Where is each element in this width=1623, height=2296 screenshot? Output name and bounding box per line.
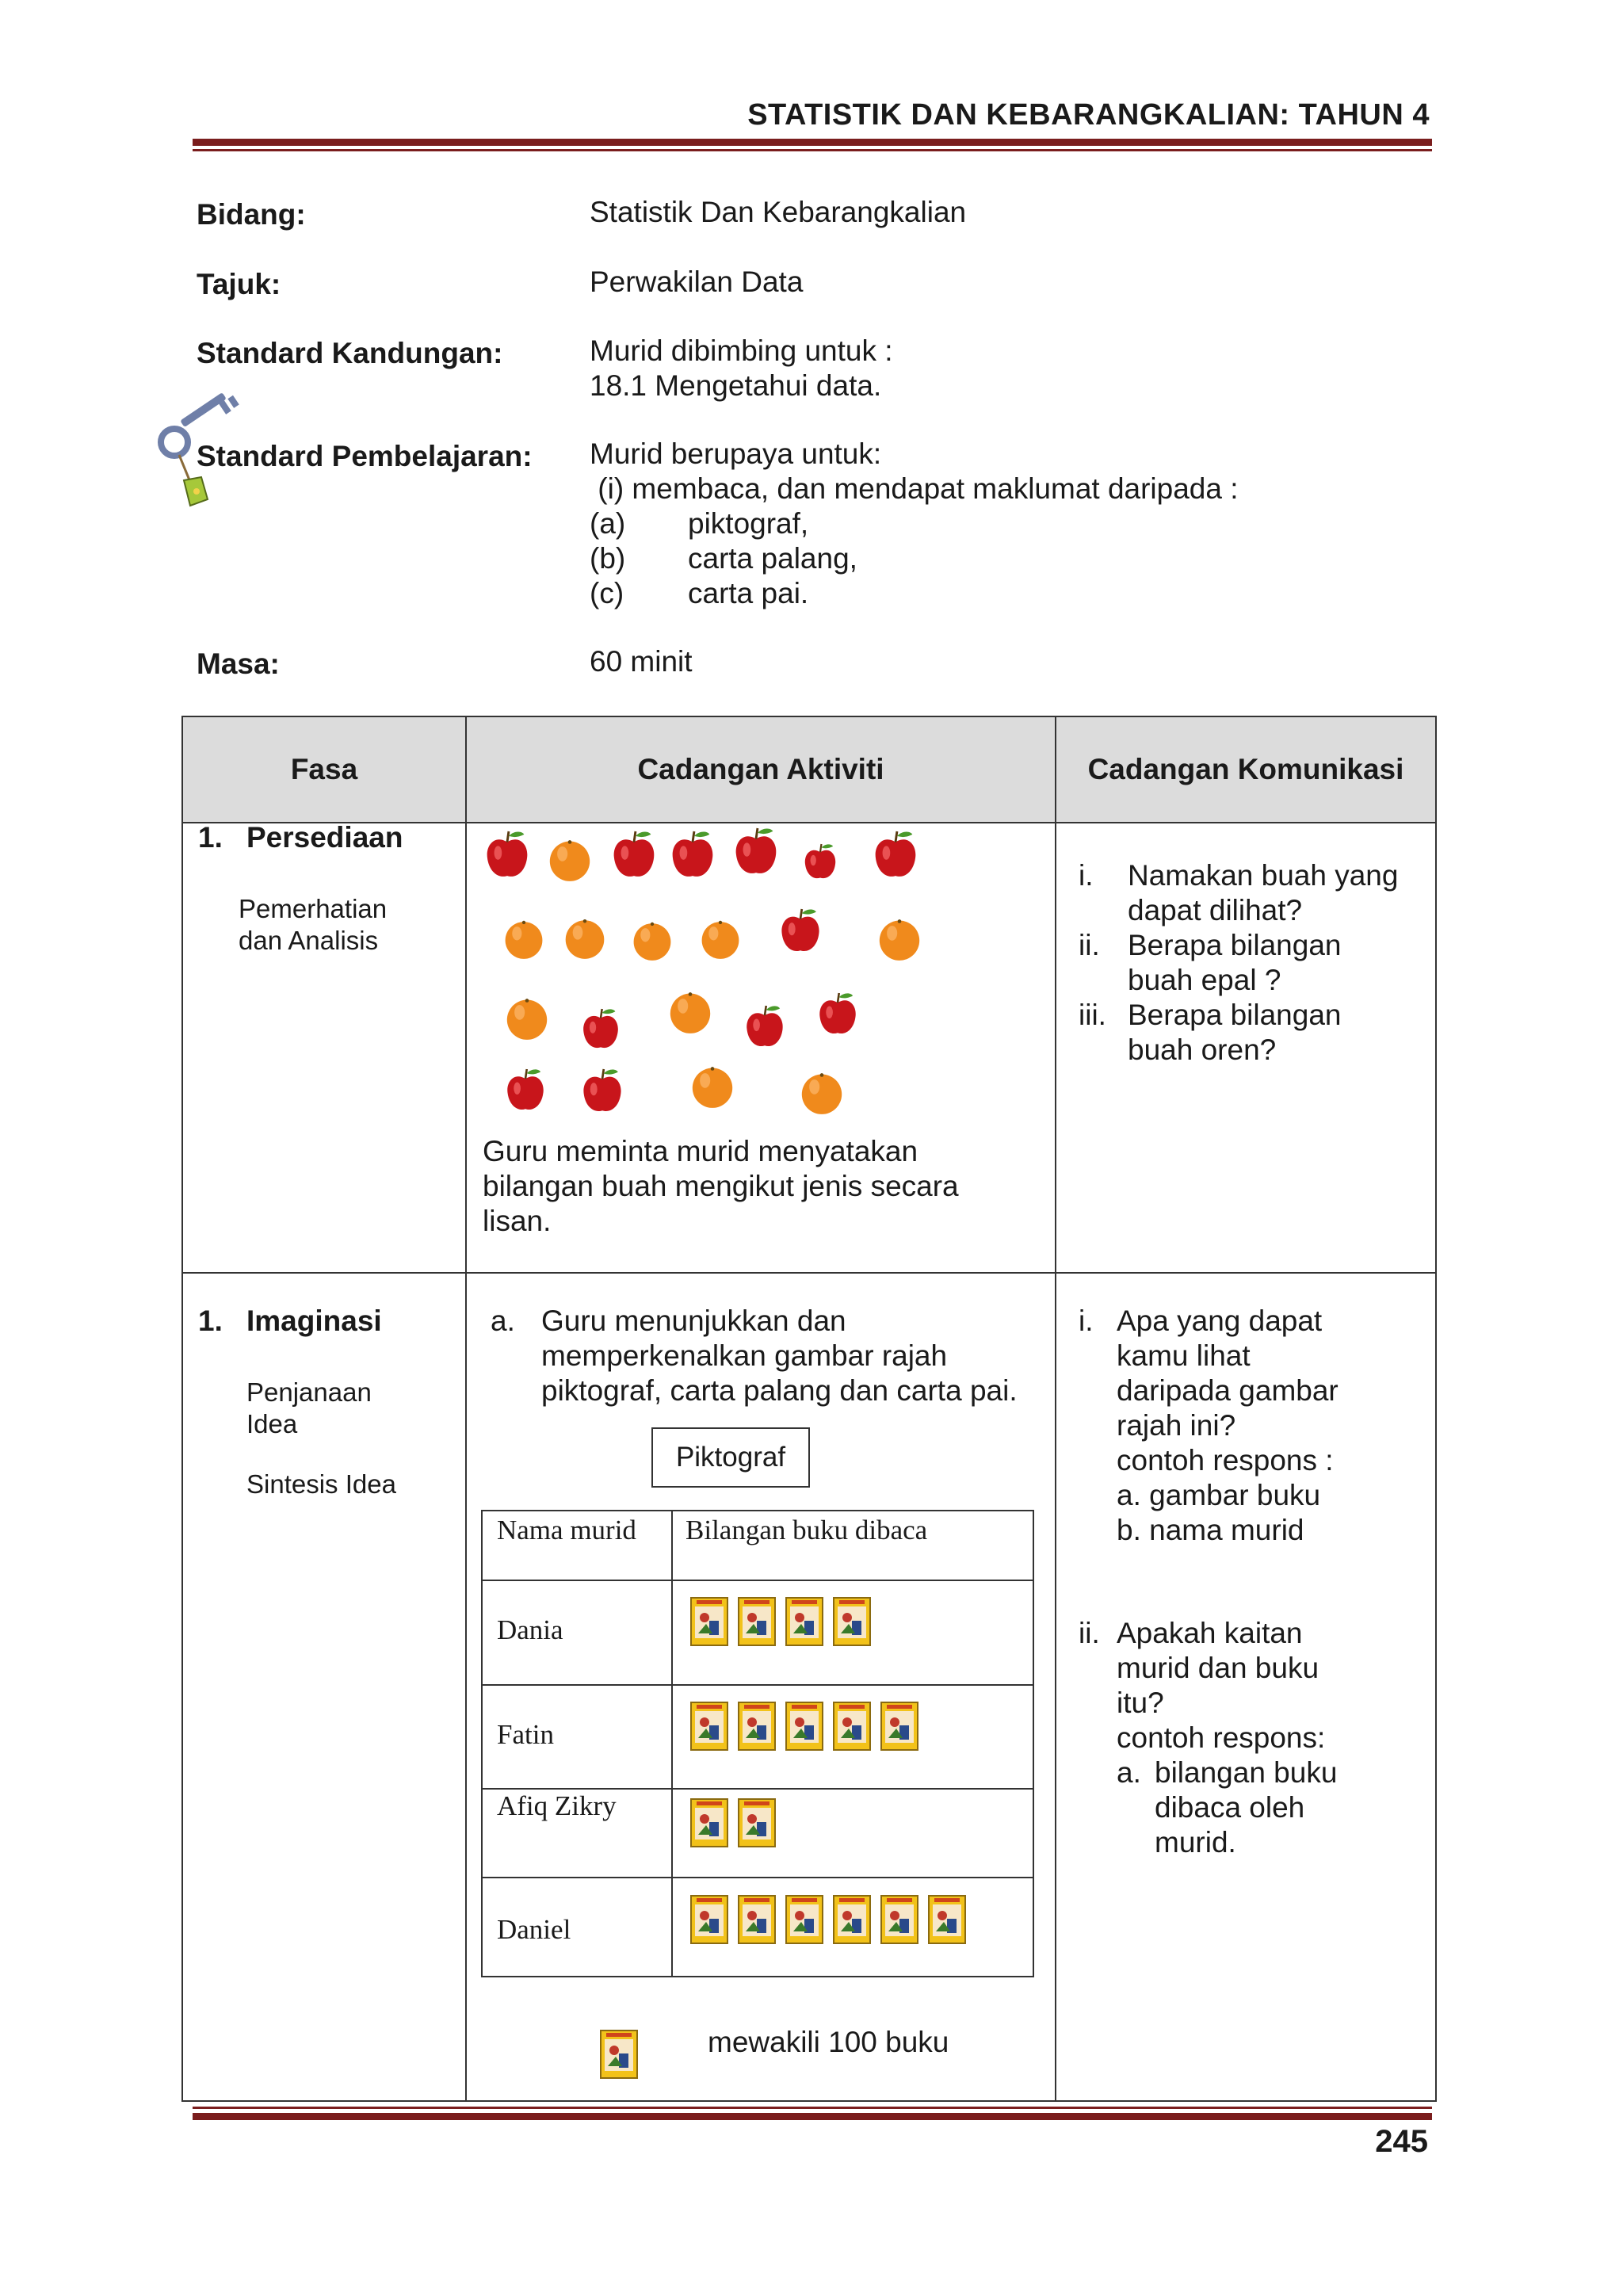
header-fasa: Fasa	[290, 753, 358, 785]
question-item	[1079, 998, 1419, 1068]
row1-phase-title: Persediaan	[246, 821, 403, 854]
book-icon	[690, 1798, 728, 1847]
question-line: Namakan buah yang	[1128, 859, 1399, 892]
tajuk-value: Perwakilan Data	[590, 266, 804, 298]
row2-q1-line: daripada gambar	[1117, 1374, 1338, 1407]
row2-q1-num: i.	[1079, 1305, 1094, 1337]
orange-icon	[690, 1060, 735, 1110]
orange-icon	[505, 991, 549, 1042]
picto-row-name: Afiq Zikry	[497, 1790, 617, 1821]
footer-rule-thin	[193, 2107, 1432, 2109]
row2-q1-line: b. nama murid	[1117, 1514, 1304, 1546]
standard-kandungan-label: Standard Kandungan:	[197, 337, 503, 369]
book-icon	[690, 1702, 728, 1751]
running-header: STATISTIK DAN KEBARANGKALIAN: TAHUN 4	[747, 98, 1430, 132]
sp-item-tag: (a)	[590, 507, 626, 540]
sp-item	[590, 576, 1239, 611]
row2-activity-line: Guru menunjukkan dan	[541, 1305, 846, 1337]
standard-kandungan-line: Murid dibimbing untuk :	[590, 334, 893, 367]
book-icon	[785, 1597, 823, 1646]
row1-questions	[1079, 858, 1419, 1068]
book-icon	[738, 1798, 776, 1847]
picto-row-name: Fatin	[497, 1719, 554, 1750]
header-rule	[193, 139, 1432, 146]
apple-icon	[733, 825, 779, 877]
col-divider	[1055, 717, 1056, 2100]
row1-activity-line: Guru meminta murid menyatakan	[483, 1135, 918, 1167]
header-cadangan-aktiviti: Cadangan Aktiviti	[637, 753, 884, 785]
orange-icon	[503, 914, 544, 961]
question-item	[1079, 928, 1419, 998]
row2-phase-sub2: Sintesis Idea	[246, 1469, 396, 1499]
book-icon	[833, 1702, 871, 1751]
pictograph-table	[481, 1510, 1034, 1977]
row2-q2-line: itu?	[1117, 1687, 1164, 1719]
row2-q2	[1117, 1616, 1325, 1755]
row2-q1-line: contoh respons :	[1117, 1444, 1334, 1477]
apple-icon	[744, 1003, 785, 1050]
sp-item-text: piktograf,	[688, 507, 809, 540]
apple-icon	[505, 1066, 546, 1114]
row2-phase-sub-line: Idea	[246, 1409, 298, 1438]
apple-icon	[779, 906, 822, 955]
row2-phase-sub-line: Penjanaan	[246, 1377, 372, 1407]
orange-icon	[700, 914, 741, 961]
row2-activity-line: memperkenalkan gambar rajah	[541, 1339, 948, 1372]
row2-phase-num: 1.	[198, 1305, 223, 1337]
row2-q2-sub	[1155, 1755, 1337, 1860]
row2-q1-line: kamu lihat	[1117, 1339, 1251, 1372]
row2-q1-line: Apa yang dapat	[1117, 1305, 1323, 1337]
sp-line: Murid berupaya untuk:	[590, 437, 882, 470]
orange-icon	[800, 1066, 844, 1117]
page-number: 245	[1375, 2124, 1428, 2159]
row2-phase-title: Imaginasi	[246, 1305, 382, 1337]
row2-q2-line: Apakah kaitan	[1117, 1617, 1303, 1649]
piktograf-title-box	[651, 1427, 810, 1488]
question-num: i.	[1079, 859, 1094, 892]
standard-kandungan-line: 18.1 Mengetahui data.	[590, 369, 882, 402]
book-icon	[928, 1895, 966, 1944]
book-icon	[833, 1895, 871, 1944]
masa-label: Masa:	[197, 648, 280, 680]
book-icon	[880, 1702, 918, 1751]
header-rule-thin	[193, 149, 1432, 151]
question-line: buah epal ?	[1128, 964, 1281, 996]
picto-row-divider	[483, 1684, 1033, 1686]
sp-item	[590, 541, 1239, 576]
picto-row-name: Daniel	[497, 1914, 571, 1945]
standard-kandungan-value	[590, 334, 893, 403]
piktograf-title: Piktograf	[675, 1442, 786, 1473]
book-icon	[690, 1895, 728, 1944]
row1-phase-num: 1.	[198, 821, 223, 854]
row1-activity-line: lisan.	[483, 1205, 552, 1237]
book-icon	[738, 1895, 776, 1944]
apple-icon	[484, 828, 530, 881]
question-num: ii.	[1079, 929, 1100, 961]
question-item	[1079, 858, 1419, 928]
apple-icon	[611, 828, 657, 881]
sp-item-tag: (c)	[590, 577, 624, 609]
orange-icon	[548, 833, 592, 884]
book-icon	[785, 1702, 823, 1751]
picto-header-name: Nama murid	[497, 1515, 636, 1545]
picto-header-count: Bilangan buku dibaca	[685, 1515, 928, 1545]
row1-phase-sub	[239, 893, 387, 957]
question-line: buah oren?	[1128, 1033, 1277, 1066]
row2-q2-sub-line: murid.	[1155, 1826, 1236, 1859]
book-icon	[833, 1597, 871, 1646]
sp-item-tag: (b)	[590, 542, 626, 575]
picto-row-divider	[483, 1788, 1033, 1790]
picto-row-divider	[483, 1877, 1033, 1878]
header-cadangan-komunikasi: Cadangan Komunikasi	[1087, 753, 1404, 785]
apple-icon	[581, 1066, 624, 1115]
lesson-table	[181, 716, 1437, 2102]
sp-item-text: carta pai.	[688, 577, 809, 609]
row1-activity-line: bilangan buah mengikut jenis secara	[483, 1170, 959, 1202]
row2-q2-sub-tag: a.	[1117, 1756, 1141, 1789]
book-icon	[738, 1702, 776, 1751]
question-line: dapat dilihat?	[1128, 894, 1303, 926]
row1-phase-sub-line: dan Analisis	[239, 926, 379, 955]
sp-item-text: carta palang,	[688, 542, 857, 575]
question-num: iii.	[1079, 999, 1106, 1031]
apple-icon	[581, 1006, 621, 1052]
bidang-value: Statistik Dan Kebarangkalian	[590, 196, 967, 228]
book-icon	[690, 1597, 728, 1646]
row2-activity-tag: a.	[491, 1305, 515, 1337]
col-divider	[465, 717, 467, 2100]
question-line: Berapa bilangan	[1128, 929, 1342, 961]
row2-q2-num: ii.	[1079, 1617, 1100, 1649]
book-icon	[785, 1895, 823, 1944]
sp-item	[590, 506, 1239, 541]
book-icon	[738, 1597, 776, 1646]
row-divider	[183, 1272, 1435, 1274]
picto-row-name: Dania	[497, 1614, 563, 1645]
apple-icon	[817, 990, 858, 1037]
apple-icon	[670, 828, 716, 881]
row2-q1-line: a. gambar buku	[1117, 1479, 1321, 1511]
row2-phase-sub	[246, 1377, 372, 1440]
masa-value: 60 minit	[590, 645, 693, 678]
orange-icon	[877, 912, 922, 963]
orange-icon	[668, 985, 712, 1036]
pictograph-legend: mewakili 100 buku	[708, 2026, 949, 2058]
row2-activity	[541, 1304, 1018, 1408]
tajuk-label: Tajuk:	[197, 268, 281, 300]
row2-q2-line: murid dan buku	[1117, 1652, 1319, 1684]
question-line: Berapa bilangan	[1128, 999, 1342, 1031]
row1-phase-sub-line: Pemerhatian	[239, 894, 388, 923]
row2-q2-sub-line: bilangan buku	[1155, 1756, 1338, 1789]
orange-icon	[632, 915, 673, 963]
apple-icon	[873, 828, 918, 881]
row1-activity	[483, 1134, 959, 1239]
row2-q2-line: contoh respons:	[1117, 1721, 1326, 1754]
sp-line: (i) membaca, dan mendapat maklumat daripada :	[590, 472, 1239, 505]
book-icon	[880, 1895, 918, 1944]
picto-row-divider	[483, 1580, 1033, 1581]
orange-icon	[563, 912, 606, 961]
row2-activity-line: piktograf, carta palang dan carta pai.	[541, 1374, 1018, 1407]
book-icon	[600, 2030, 638, 2079]
footer-rule	[193, 2113, 1432, 2120]
apple-icon	[803, 841, 838, 882]
row2-q1	[1117, 1304, 1338, 1548]
standard-pembelajaran-value	[590, 437, 1239, 611]
row2-q2-sub-line: dibaca oleh	[1155, 1791, 1305, 1824]
bidang-label: Bidang:	[197, 198, 306, 231]
row2-q1-line: rajah ini?	[1117, 1409, 1236, 1442]
standard-pembelajaran-label: Standard Pembelajaran:	[197, 440, 533, 472]
